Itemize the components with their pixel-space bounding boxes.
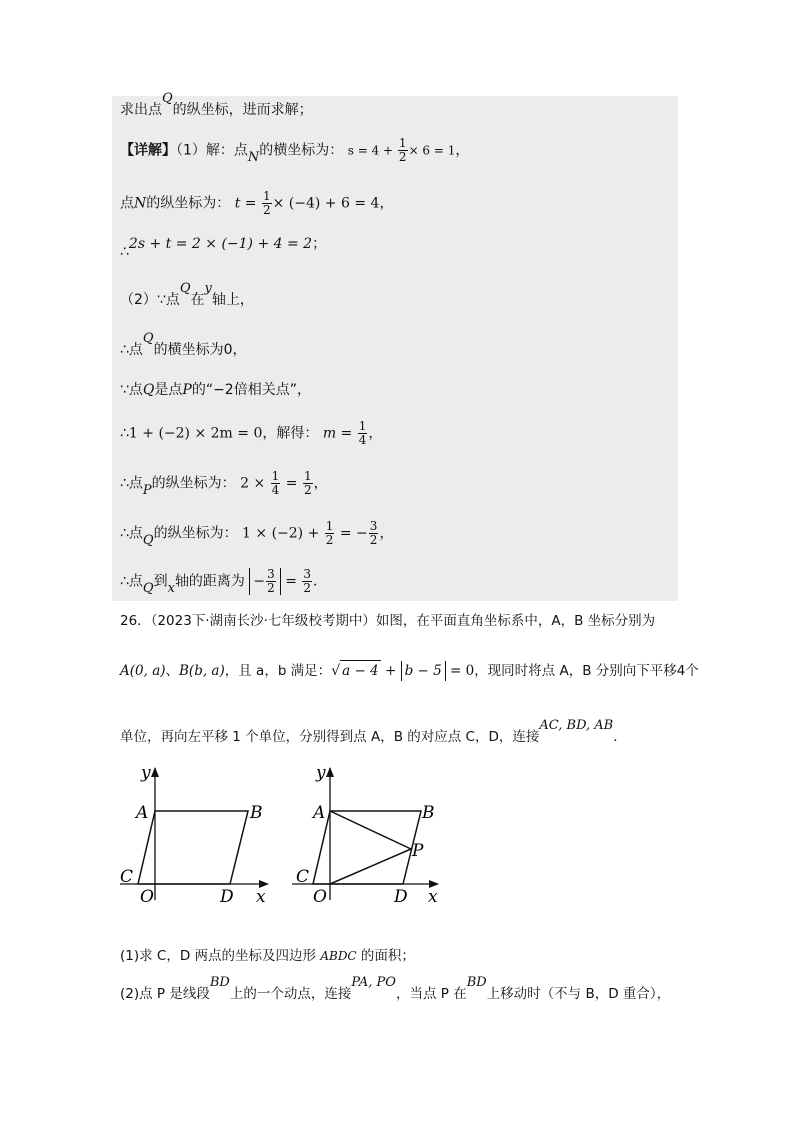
- fraction: $\frac{1}{4}$: [358, 419, 367, 447]
- label-y: y: [141, 763, 151, 783]
- segment-po: [330, 849, 411, 884]
- detail-tag: 【详解】: [120, 142, 176, 159]
- problem-number: 26．: [120, 613, 151, 629]
- absolute-value: − $\frac{3}{2}$: [249, 568, 280, 595]
- question-1: (1)求 C，D 两点的坐标及四边形 ABDC 的面积；: [120, 948, 415, 964]
- solution-line-3: 点N的纵坐标为： t = $\frac{1}{2}$ × (−4) + 6 = 4，: [120, 189, 394, 217]
- solution-line-8: ∴1 + (−2) × 2m = 0，解得： m = $\frac{1}{4}$ ，: [120, 419, 383, 447]
- fraction: $\frac{1}{4}$: [271, 469, 280, 497]
- fraction: $\frac{1}{2}$: [303, 469, 312, 497]
- label-o: O: [140, 887, 154, 907]
- label-b: B: [250, 803, 263, 823]
- label-c: C: [120, 867, 134, 887]
- question-2: (2)点 P 是线段BD上的一个动点，连接PA, PO，当点 P 在BD上移动时（不与 B，D 重合），: [120, 975, 671, 1002]
- solution-line-10: ∴点Q的纵坐标为： 1 × (−2) + $\frac{1}{2}$ = − $\frac{3}{2}$ ，: [120, 519, 394, 548]
- solution-line-11: ∴点Q到x轴的距离为 − $\frac{3}{2}$ = $\frac{3}{2}$ ．: [120, 567, 328, 596]
- label-d: D: [220, 887, 234, 907]
- figure-2: [292, 763, 438, 907]
- solution-line-2: 【详解】（1）解：点N的横坐标为： s = 4 + $\frac{1}{2}$ × 6 = 1，: [120, 136, 470, 165]
- label-p: P: [412, 841, 424, 861]
- solution-line-7: ∵点Q是点P的“−2倍相关点”，: [120, 382, 311, 398]
- label-y: y: [316, 763, 326, 783]
- absolute-value: b − 5: [401, 661, 446, 681]
- solution-line-5: （2）∵点Q在y轴上，: [120, 281, 254, 308]
- label-a: A: [313, 803, 326, 823]
- fraction: $\frac{1}{2}$: [325, 519, 334, 547]
- label-b: B: [422, 803, 435, 823]
- fraction: $\frac{1}{2}$: [262, 189, 271, 217]
- fraction: $\frac{3}{2}$: [369, 519, 378, 547]
- solution-line-1: 求出点Q的纵坐标，进而求解；: [120, 91, 313, 118]
- solution-line-4: ∴2s + t = 2 × (−1) + 4 = 2；: [120, 236, 327, 260]
- fraction: $\frac{3}{2}$: [267, 567, 275, 595]
- parallelogram-abdc: [313, 811, 421, 884]
- segment-pa: [330, 811, 411, 849]
- label-c: C: [296, 867, 310, 887]
- label-d: D: [394, 887, 408, 907]
- solution-line-9: ∴点P的纵坐标为： 2 × $\frac{1}{4}$ = $\frac{1}{2}$ ，: [120, 469, 328, 498]
- problem-source: （2023下·湖南长沙·七年级校考期中）: [150, 613, 376, 629]
- label-a: A: [136, 803, 149, 823]
- figure-1: [120, 763, 268, 907]
- solution-line-6: ∴点Q的横坐标为0，: [120, 331, 247, 358]
- problem-line-1: 26．（2023下·湖南长沙·七年级校考期中）如图，在平面直角坐标系中，A，B 坐标分别为: [120, 613, 656, 629]
- fraction: $\frac{1}{2}$: [398, 136, 407, 164]
- label-o: O: [313, 887, 327, 907]
- fraction: $\frac{3}{2}$: [303, 567, 312, 595]
- problem-line-2: A(0, a)、B(b, a)，且 a，b 满足：√ a − 4 + b − 5 = 0，现同时将点 A，B 分别向下平移4个: [120, 660, 699, 681]
- label-x: x: [428, 887, 438, 907]
- square-root: a − 4: [340, 660, 381, 681]
- problem-line-3: 单位，再向左平移 1 个单位，分别得到点 A，B 的对应点 C，D，连接AC, BD, AB．: [120, 718, 627, 745]
- label-x: x: [256, 887, 266, 907]
